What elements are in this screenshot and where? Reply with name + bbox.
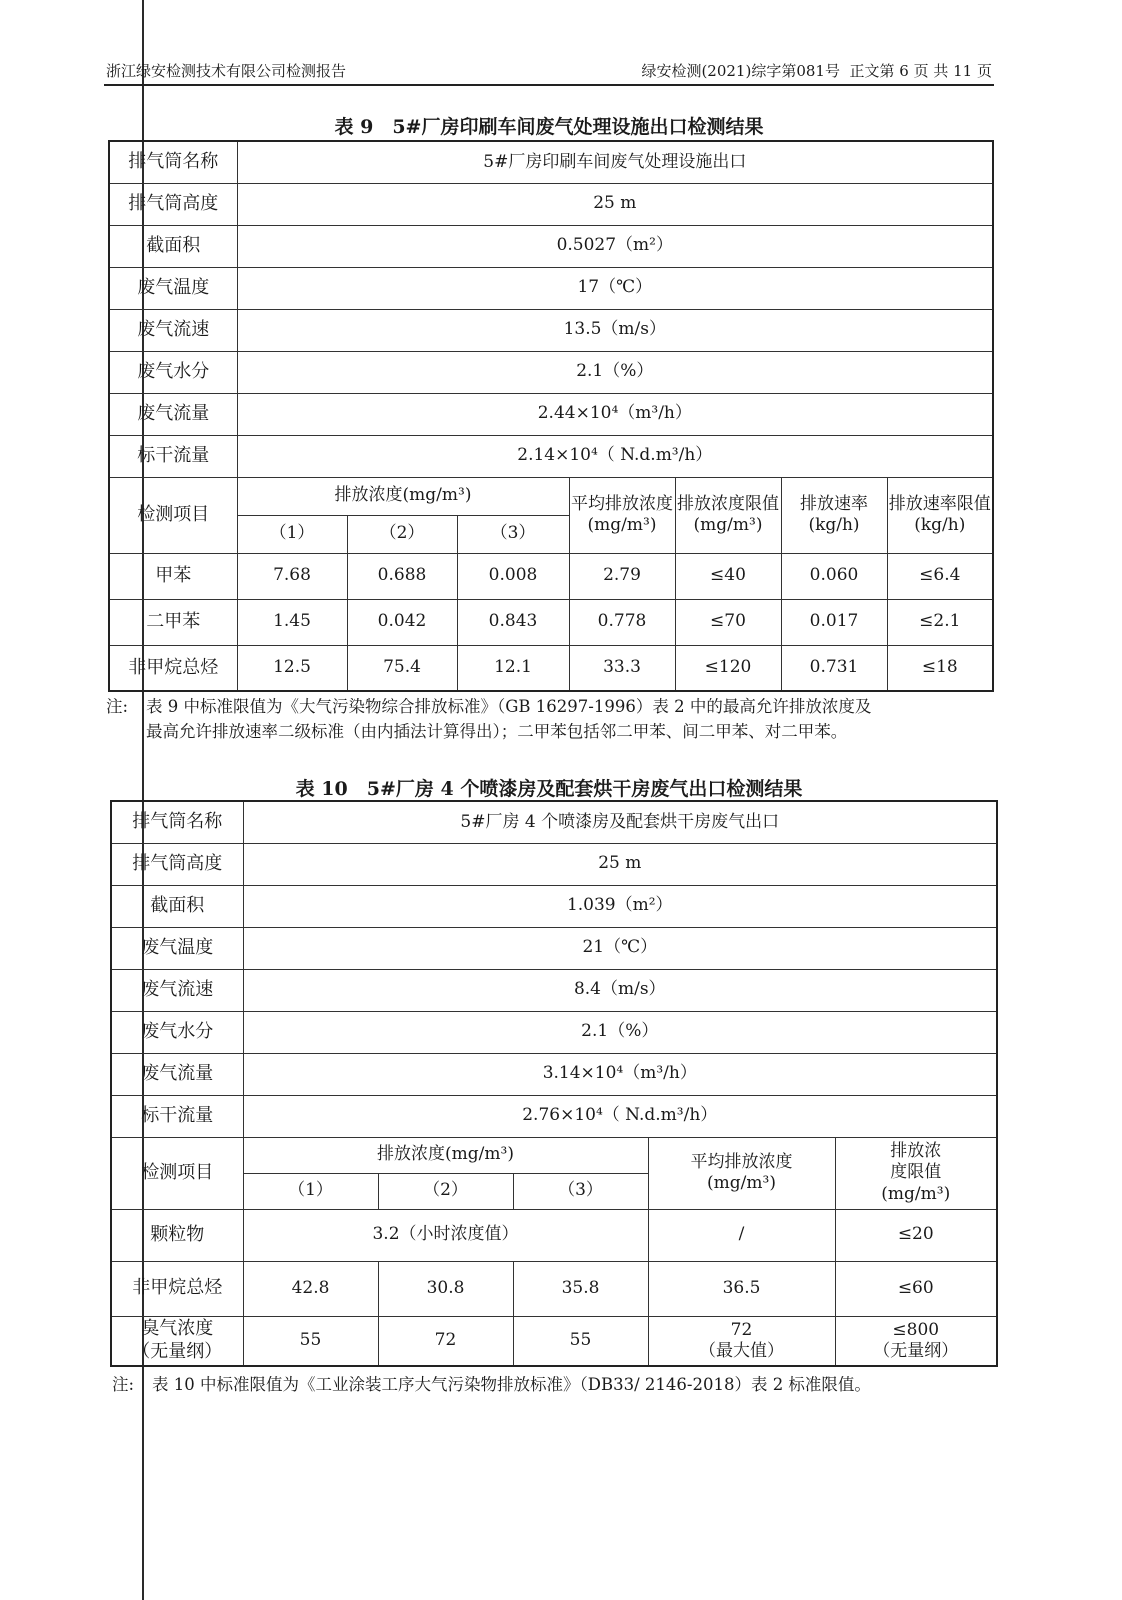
header-limit-line: 度限值	[890, 1162, 942, 1183]
table10-caption: 表 10 5#厂房 4 个喷漆房及配套烘干房废气出口检测结果	[295, 778, 803, 800]
table-row	[109, 141, 993, 183]
value-3: 0.008	[457, 553, 569, 599]
table9	[108, 140, 994, 692]
row-label: 废气流量	[111, 1053, 243, 1095]
table-row	[109, 183, 993, 225]
row-value: 2.44×10⁴（m³/h）	[237, 393, 993, 435]
table-row	[111, 927, 997, 969]
header-average	[648, 1137, 835, 1209]
row-label: 标干流量	[109, 435, 237, 477]
value-1: 42.8	[243, 1261, 378, 1316]
value-rate: 0.731	[781, 645, 887, 691]
value-limit: ≤70	[675, 599, 781, 645]
table-row	[109, 225, 993, 267]
header-sample-1: （1）	[237, 515, 347, 553]
item-name: 非甲烷总烃	[111, 1261, 243, 1316]
value-1: 7.68	[237, 553, 347, 599]
page-header	[104, 58, 994, 86]
row-label: 排气筒高度	[109, 183, 237, 225]
item-name: 非甲烷总烃	[109, 645, 237, 691]
header-report-number: 绿安检测(2021)综字第081号	[641, 62, 840, 80]
row-label: 废气水分	[111, 1011, 243, 1053]
table-row	[109, 351, 993, 393]
value-limit: ≤120	[675, 645, 781, 691]
table-row	[111, 969, 997, 1011]
row-value: 5#厂房印刷车间废气处理设施出口	[237, 141, 993, 183]
value-average-note: （最大值）	[699, 1340, 784, 1361]
note-line: 表 10 中标准限值为《工业涂装工序大气污染物排放标准》（DB33/ 2146-2018）表 2 标准限值。	[152, 1375, 871, 1394]
header-rate: 排放速率(kg/h)	[781, 477, 887, 553]
row-value: 2.14×10⁴（ N.d.m³/h）	[237, 435, 993, 477]
value-3: 55	[513, 1316, 648, 1366]
value-limit-number: ≤800	[892, 1319, 940, 1340]
row-label: 废气流速	[109, 309, 237, 351]
value-average: 36.5	[648, 1261, 835, 1316]
row-value: 0.5027（m²）	[237, 225, 993, 267]
value-2: 75.4	[347, 645, 457, 691]
item-name: 颗粒物	[111, 1209, 243, 1261]
value-limit: ≤20	[835, 1209, 997, 1261]
row-value: 8.4（m/s）	[243, 969, 997, 1011]
value-limit-note: （无量纲）	[873, 1340, 959, 1361]
header-sample-2: （2）	[347, 515, 457, 553]
row-label: 废气流速	[111, 969, 243, 1011]
row-value: 1.039（m²）	[243, 885, 997, 927]
header-limit-line: 排放浓	[890, 1141, 942, 1162]
row-value: 13.5（m/s）	[237, 309, 993, 351]
header-average-line: 平均排放浓度	[690, 1151, 793, 1172]
value-limit: ≤40	[675, 553, 781, 599]
value-1: 1.45	[237, 599, 347, 645]
header-page-number: 正文第 6 页 共 11 页	[849, 62, 992, 80]
table9-note	[106, 694, 996, 744]
header-item: 检测项目	[111, 1137, 243, 1209]
note-prefix: 注:	[106, 697, 129, 716]
value-rate-limit: ≤6.4	[887, 553, 993, 599]
row-label: 截面积	[111, 885, 243, 927]
table-row	[111, 1261, 997, 1316]
item-name	[111, 1316, 243, 1366]
header-report-no	[641, 60, 992, 81]
header-sample-2: （2）	[378, 1173, 513, 1209]
row-value: 2.1（%）	[237, 351, 993, 393]
header-item: 检测项目	[109, 477, 237, 553]
table-row	[109, 267, 993, 309]
header-limit: 排放浓度限值(mg/m³)	[675, 477, 781, 553]
table-row	[109, 645, 993, 691]
value-hourly: 3.2（小时浓度值）	[243, 1209, 648, 1261]
table-row	[109, 599, 993, 645]
row-value: 21（℃）	[243, 927, 997, 969]
header-sample-3: （3）	[513, 1173, 648, 1209]
table10	[110, 800, 998, 1367]
value-1: 55	[243, 1316, 378, 1366]
note-line: 表 9 中标准限值为《大气污染物综合排放标准》（GB 16297-1996）表 2 中的最高允许排放浓度及	[146, 697, 872, 716]
table-row	[111, 843, 997, 885]
value-average-number: 72	[730, 1319, 753, 1340]
value-rate: 0.060	[781, 553, 887, 599]
row-label: 截面积	[109, 225, 237, 267]
value-average: 33.3	[569, 645, 675, 691]
table-row	[109, 553, 993, 599]
row-value: 25 m	[243, 843, 997, 885]
header-average-unit: (mg/m³)	[707, 1173, 776, 1193]
row-value: 25 m	[237, 183, 993, 225]
item-name: 甲苯	[109, 553, 237, 599]
table-row	[111, 1209, 997, 1261]
value-2: 72	[378, 1316, 513, 1366]
row-value: 2.1（%）	[243, 1011, 997, 1053]
row-label: 排气筒名称	[111, 801, 243, 843]
table-row	[109, 309, 993, 351]
header-company: 浙江绿安检测技术有限公司检测报告	[106, 62, 347, 80]
header-sample-1: （1）	[243, 1173, 378, 1209]
value-3: 12.1	[457, 645, 569, 691]
header-rate-limit: 排放速率限值(kg/h)	[887, 477, 993, 553]
note-line: 最高允许排放速率二级标准（由内插法计算得出）；二甲苯包括邻二甲苯、间二甲苯、对二甲苯。	[146, 722, 848, 741]
value-2: 0.042	[347, 599, 457, 645]
table-header-row	[109, 477, 993, 515]
header-limit	[835, 1137, 997, 1209]
table-row	[111, 1011, 997, 1053]
header-concentration: 排放浓度(mg/m³)	[237, 477, 569, 515]
note-prefix: 注:	[112, 1375, 135, 1394]
row-value: 5#厂房 4 个喷漆房及配套烘干房废气出口	[243, 801, 997, 843]
table-row	[111, 1095, 997, 1137]
value-rate: 0.017	[781, 599, 887, 645]
value-limit: ≤60	[835, 1261, 997, 1316]
table-row	[111, 1316, 997, 1366]
value-average: 0.778	[569, 599, 675, 645]
table-row	[109, 435, 993, 477]
row-value: 17（℃）	[237, 267, 993, 309]
item-name-unit: （无量纲）	[132, 1340, 223, 1362]
value-rate-limit: ≤2.1	[887, 599, 993, 645]
row-value: 2.76×10⁴（ N.d.m³/h）	[243, 1095, 997, 1137]
header-concentration: 排放浓度(mg/m³)	[243, 1137, 648, 1173]
value-average: /	[648, 1209, 835, 1261]
value-2: 0.688	[347, 553, 457, 599]
header-sample-3: （3）	[457, 515, 569, 553]
table9-caption: 表 9 5#厂房印刷车间废气处理设施出口检测结果	[334, 116, 764, 138]
item-name-line: 臭气浓度	[141, 1318, 214, 1340]
header-average: 平均排放浓度(mg/m³)	[569, 477, 675, 553]
value-3: 0.843	[457, 599, 569, 645]
table10-note	[112, 1372, 996, 1398]
row-label: 排气筒名称	[109, 141, 237, 183]
row-label: 废气水分	[109, 351, 237, 393]
row-label: 标干流量	[111, 1095, 243, 1137]
row-value: 3.14×10⁴（m³/h）	[243, 1053, 997, 1095]
value-3: 35.8	[513, 1261, 648, 1316]
item-name: 二甲苯	[109, 599, 237, 645]
header-limit-unit: (mg/m³)	[881, 1183, 951, 1204]
value-average	[648, 1316, 835, 1366]
value-2: 30.8	[378, 1261, 513, 1316]
table-row	[111, 1053, 997, 1095]
value-rate-limit: ≤18	[887, 645, 993, 691]
table-row	[109, 393, 993, 435]
value-1: 12.5	[237, 645, 347, 691]
value-average: 2.79	[569, 553, 675, 599]
row-label: 废气流量	[109, 393, 237, 435]
row-label: 废气温度	[111, 927, 243, 969]
value-limit	[835, 1316, 997, 1366]
table-header-row	[111, 1137, 997, 1173]
table-row	[111, 801, 997, 843]
table-row	[111, 885, 997, 927]
row-label: 排气筒高度	[111, 843, 243, 885]
row-label: 废气温度	[109, 267, 237, 309]
